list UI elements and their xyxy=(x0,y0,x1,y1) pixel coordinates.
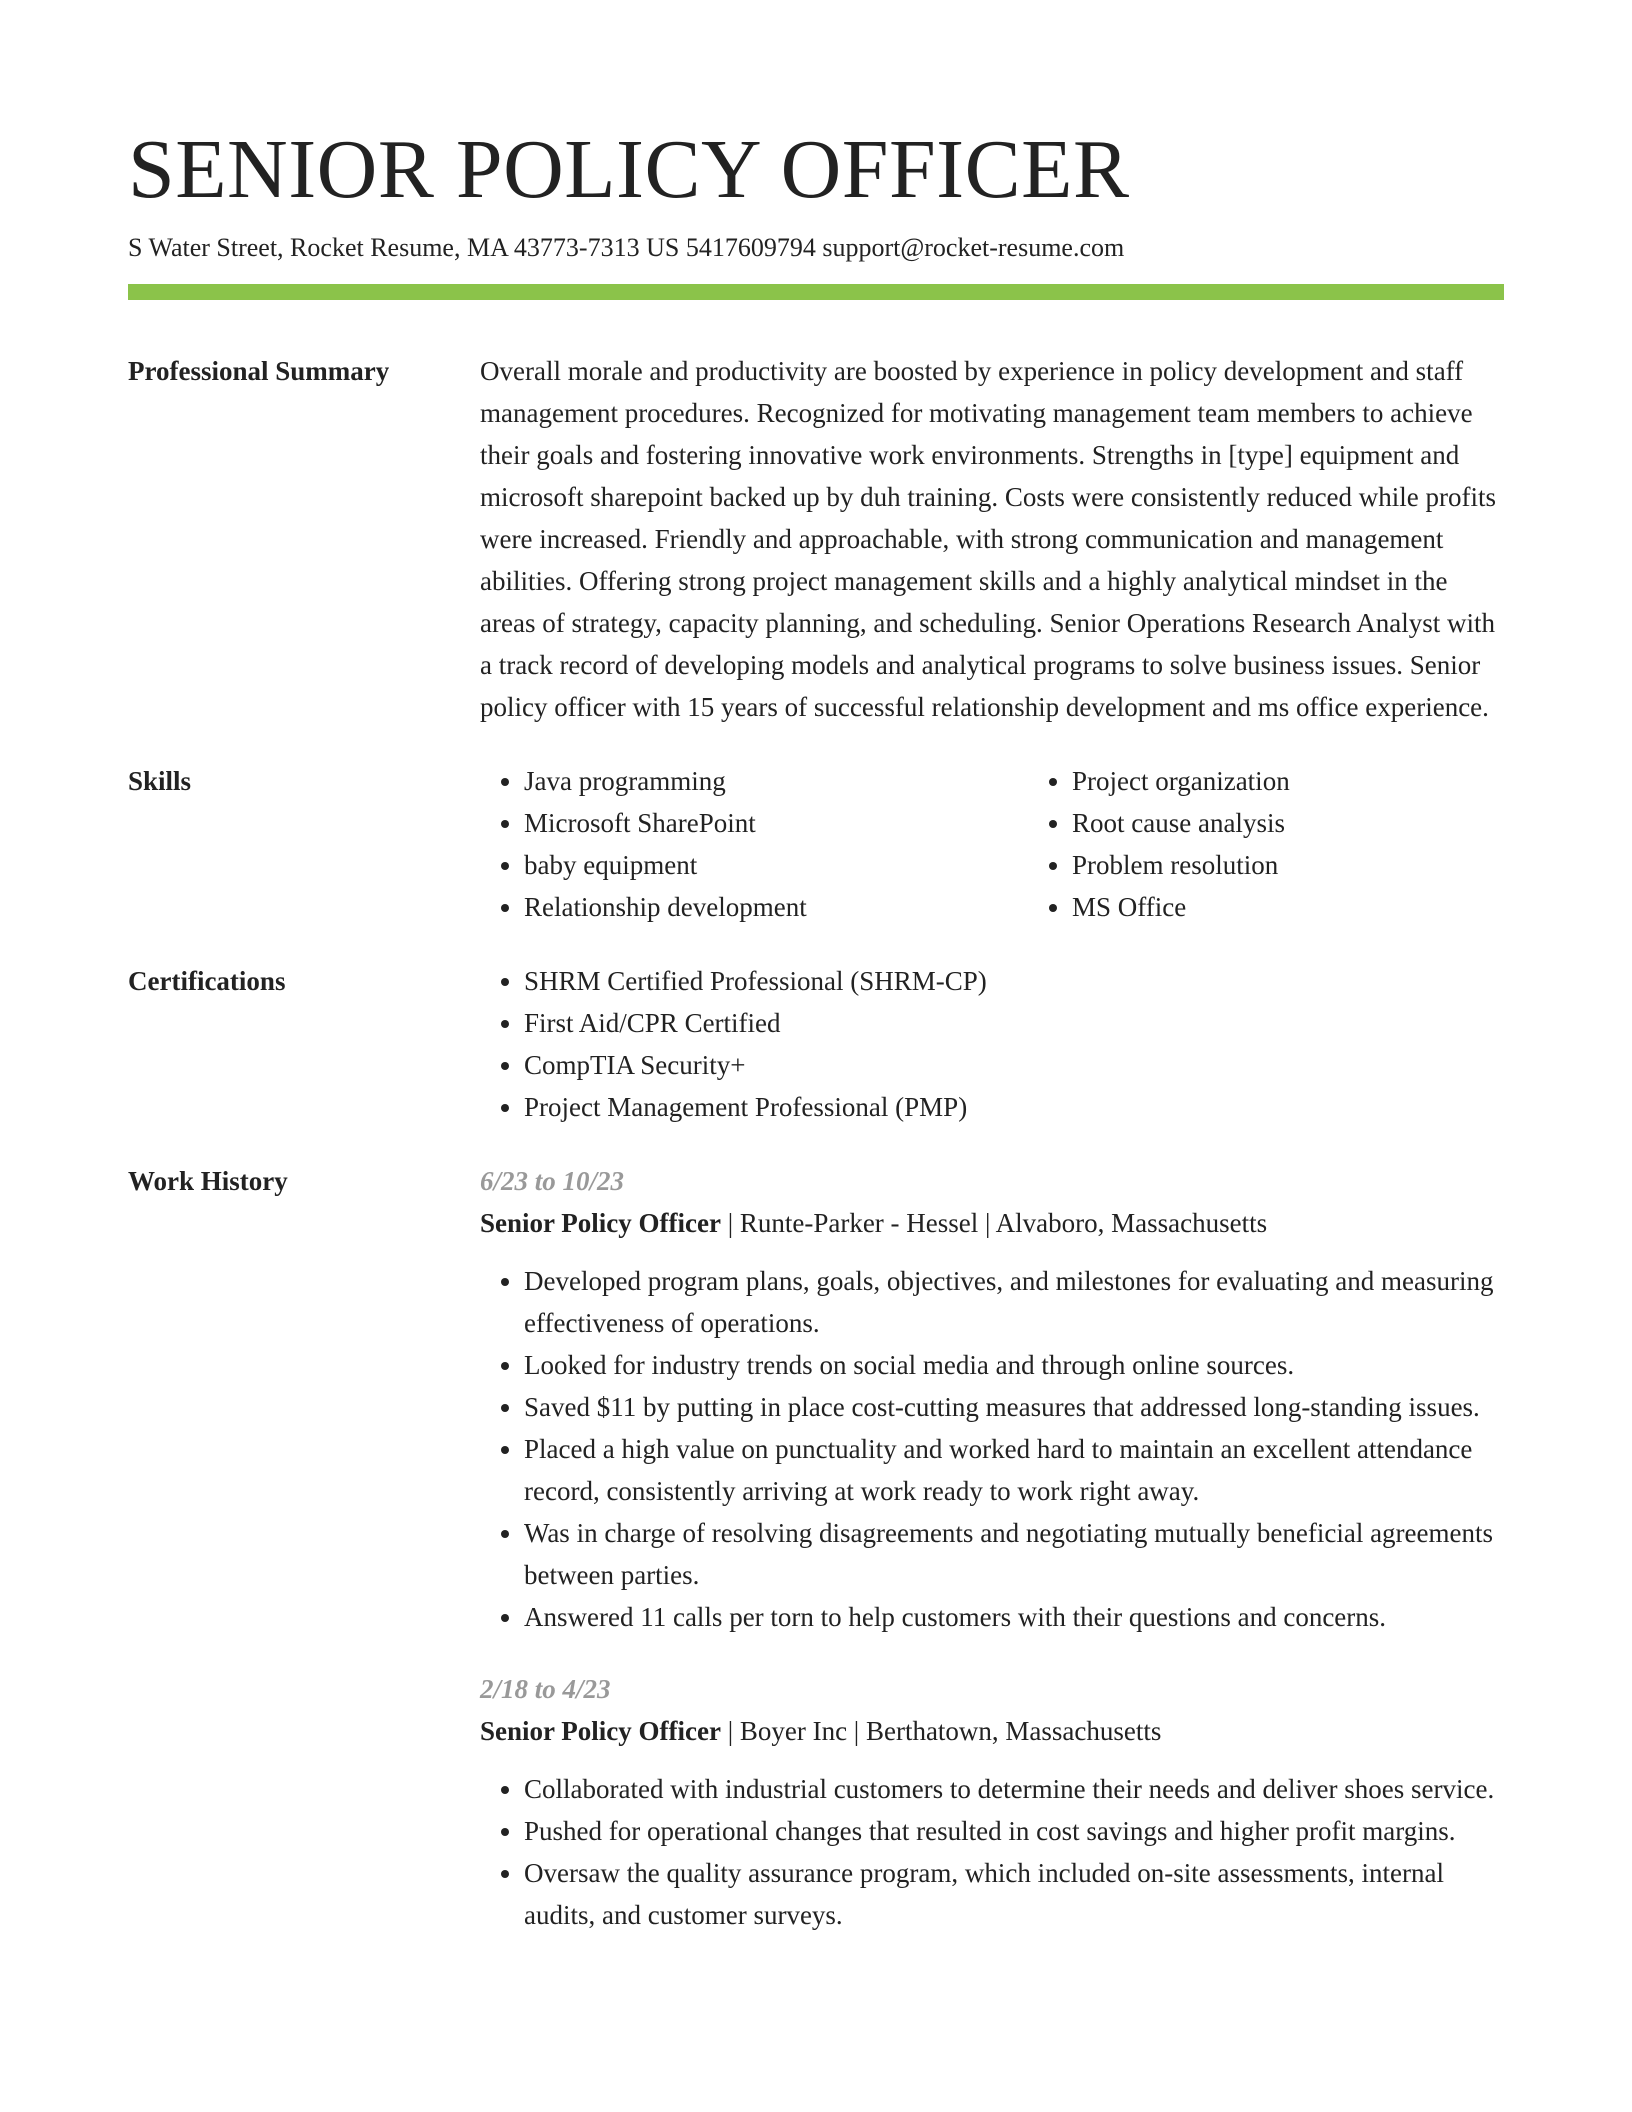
summary-text: Overall morale and productivity are boosted by experience in policy development and staff management procedures. Recognized for motivating management team members to achieve their goals and fostering innovative work environments. Strengths in [type] equipment and microsoft sharepoint backed up by duh training. Costs were consistently reduced while profits were increased. Friendly and approachable, with strong communication and management abilities. Offering strong project management skills and a highly analytical mindset in the areas of strategy, capacity planning, and scheduling. Senior Operations Research Analyst with a track record of developing models and analytical programs to solve business issues. Senior policy officer with 15 years of successful relationship development and ms office experience. xyxy=(480,356,1497,722)
job-heading xyxy=(480,1710,1504,1752)
certifications-section xyxy=(128,960,1504,1128)
job-bullet: • Collaborated with industrial customers to determine their needs and deliver shoes service. xyxy=(524,1768,1504,1810)
job-dates: 2/18 to 4/23 xyxy=(480,1674,611,1704)
skill-item: • Problem resolution xyxy=(1072,844,1576,886)
certification-item: • SHRM Certified Professional (SHRM-CP) xyxy=(524,960,1504,1002)
job-bullet: • Developed program plans, goals, objectives, and milestones for evaluating and measuring effectiveness of operations. xyxy=(524,1260,1504,1344)
job-bullet: • Pushed for operational changes that resulted in cost savings and higher profit margins. xyxy=(524,1810,1504,1852)
summary-section xyxy=(128,350,1504,728)
certification-item: • Project Management Professional (PMP) xyxy=(524,1086,1504,1128)
section-title-skills: Skills xyxy=(128,766,192,796)
job-entry xyxy=(480,1160,1504,1638)
contact-phone: 5417609794 xyxy=(685,233,816,262)
job-heading xyxy=(480,1202,1504,1244)
header-divider xyxy=(128,284,1504,300)
job-role: Senior Policy Officer xyxy=(480,1208,721,1238)
skills-grid xyxy=(480,760,1576,928)
section-title-work-history: Work History xyxy=(128,1166,288,1196)
job-dates: 6/23 to 10/23 xyxy=(480,1166,625,1196)
job-details: | Runte-Parker - Hessel | Alvaboro, Massachusetts xyxy=(720,1208,1268,1238)
job-bullet: • Saved $11 by putting in place cost-cutting measures that addressed long-standing issues. xyxy=(524,1386,1504,1428)
contact-email: support@rocket-resume.com xyxy=(822,233,1125,262)
section-title-summary: Professional Summary xyxy=(128,356,390,386)
section-title-certifications: Certifications xyxy=(128,966,286,996)
certifications-body xyxy=(480,960,1504,1128)
job-entry xyxy=(480,1668,1504,1936)
certification-item: • CompTIA Security+ xyxy=(524,1044,1504,1086)
job-bullet-list xyxy=(480,1260,1504,1638)
skill-item: • Relationship development xyxy=(524,886,1028,928)
skill-item: • Root cause analysis xyxy=(1072,802,1576,844)
skills-list-right xyxy=(1028,760,1576,928)
work-history-section xyxy=(128,1160,1504,1936)
job-bullet: • Oversaw the quality assurance program, which included on-site assessments, internal audits, and customer surveys. xyxy=(524,1852,1504,1936)
skills-section xyxy=(128,760,1504,928)
resume-name: SENIOR POLICY OFFICER xyxy=(128,123,1130,216)
job-role: Senior Policy Officer xyxy=(480,1716,721,1746)
skill-item: • Microsoft SharePoint xyxy=(524,802,1028,844)
job-bullet: • Answered 11 calls per torn to help customers with their questions and concerns. xyxy=(524,1596,1504,1638)
contact-address: S Water Street, Rocket Resume, MA 43773-7313 US xyxy=(128,233,680,262)
contact-line xyxy=(128,230,1504,266)
job-bullet: • Placed a high value on punctuality and worked hard to maintain an excellent attendance record, consistently arriving at work ready to work right away. xyxy=(524,1428,1504,1512)
skill-item: • Java programming xyxy=(524,760,1028,802)
skill-item: • MS Office xyxy=(1072,886,1576,928)
skills-list-left xyxy=(480,760,1028,928)
work-history-body xyxy=(480,1160,1504,1936)
job-details: | Boyer Inc | Berthatown, Massachusetts xyxy=(720,1716,1162,1746)
skill-item: • Project organization xyxy=(1072,760,1576,802)
job-bullet: • Looked for industry trends on social media and through online sources. xyxy=(524,1344,1504,1386)
certification-item: • First Aid/CPR Certified xyxy=(524,1002,1504,1044)
job-bullet: • Was in charge of resolving disagreements and negotiating mutually beneficial agreements between parties. xyxy=(524,1512,1504,1596)
skill-item: • baby equipment xyxy=(524,844,1028,886)
certifications-list xyxy=(480,960,1504,1128)
job-bullet-list xyxy=(480,1768,1504,1936)
